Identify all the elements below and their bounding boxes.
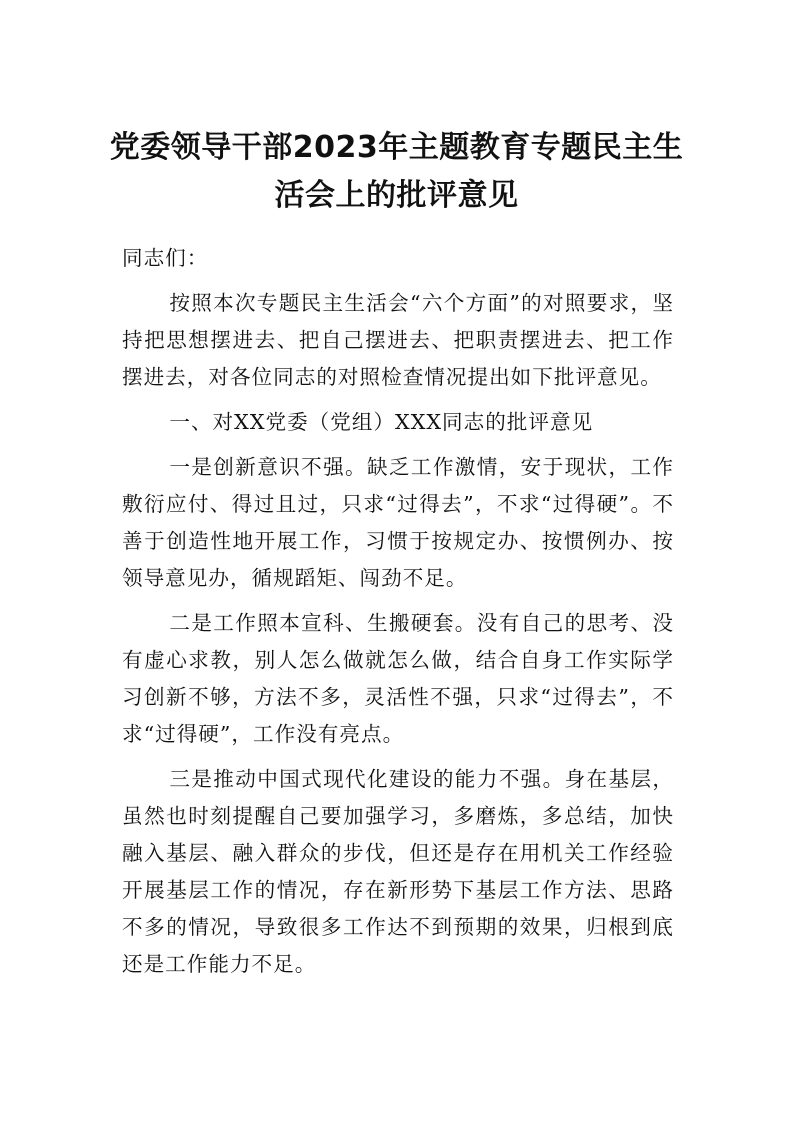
title-line-2: 活会上的批评意见 bbox=[274, 178, 519, 213]
document-body bbox=[122, 240, 674, 991]
section-heading: 一、对XX党委（党组）XXX同志的批评意见 bbox=[169, 410, 594, 434]
paragraph-intro: 按照本次专题民主生活会“六个方面”的对照要求，坚持把思想摆进去、把自己摆进去、把职责摆进去、把工作摆进去，对各位同志的对照检查情况提出如下批评意见。 bbox=[122, 291, 674, 389]
title-line-1: 党委领导干部2023年主题教育专题民主生 bbox=[109, 130, 684, 165]
paragraph-point-1: 一是创新意识不强。缺乏工作激情，安于现状，工作敷衍应付、得过且过，只求“过得去”，不求“过得硬”。不善于创造性地开展工作，习惯于按规定办、按惯例办、按领导意见办，循规蹈矩、闯劲不足。 bbox=[122, 455, 674, 590]
salutation: 同志们： bbox=[122, 246, 209, 270]
paragraph-point-3: 三是推动中国式现代化建设的能力不强。身在基层，虽然也时刻提醒自己要加强学习，多磨炼，多总结，加快融入基层、融入群众的步伐，但还是存在用机关工作经验开展基层工作的情况，存在新形势下基层工作方法、思路不多的情况，导致很多工作达不到预期的效果，归根到底还是工作能力不足。 bbox=[122, 767, 674, 976]
paragraph-point-2: 二是工作照本宣科、生搬硬套。没有自己的思考、没有虚心求教，别人怎么做就怎么做，结合自身工作实际学习创新不够，方法不多，灵活性不强，只求“过得去”，不求“过得硬”，工作没有亮点。 bbox=[122, 611, 674, 746]
document-title bbox=[100, 124, 693, 220]
